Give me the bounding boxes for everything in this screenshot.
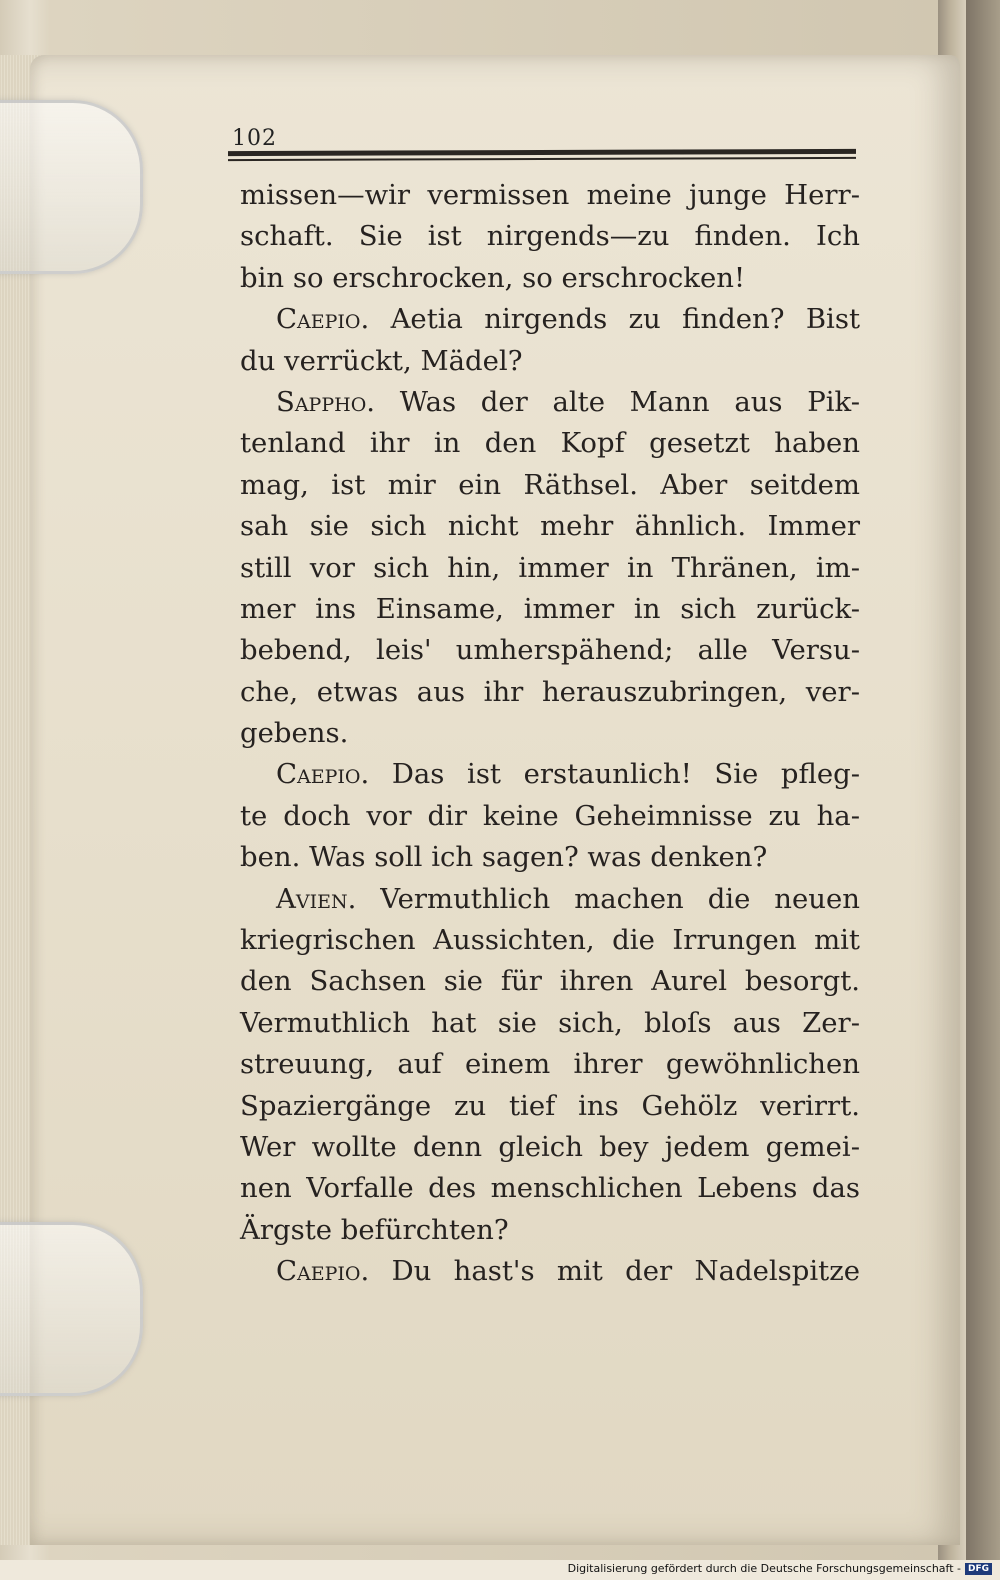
text-line bbox=[240, 341, 860, 382]
text-line bbox=[240, 630, 860, 671]
footer-credit bbox=[568, 1562, 992, 1575]
line-text: . Was der alte Mann aus Pik- bbox=[366, 385, 860, 418]
book-cover-edge bbox=[966, 0, 1000, 1560]
line-text: bebend, leis' umherspähend; alle Versu- bbox=[240, 634, 860, 667]
text-line bbox=[240, 548, 860, 589]
line-text: . Du hast's mit der Nadelspitze bbox=[360, 1255, 860, 1288]
line-text: che, etwas aus ihr herauszubringen, ver- bbox=[240, 675, 860, 708]
line-text: te doch vor dir keine Geheimnisse zu ha- bbox=[240, 799, 860, 832]
line-text: Vermuthlich hat sie sich, bloſs aus Zer- bbox=[240, 1006, 860, 1039]
text-line bbox=[240, 1003, 860, 1044]
footer-text: Digitalisierung gefördert durch die Deutsche Forschungsgemeinschaft - bbox=[567, 1562, 961, 1575]
line-text: den Sachsen sie für ihren Aurel besorgt. bbox=[240, 965, 860, 998]
text-line bbox=[240, 754, 860, 795]
text-line bbox=[240, 258, 860, 299]
line-text: . Das ist erstaunlich! Sie pfleg- bbox=[360, 758, 860, 791]
text-line bbox=[240, 1127, 860, 1168]
line-text: mer ins Einsame, immer in sich zurück- bbox=[240, 592, 860, 625]
page-text bbox=[240, 175, 860, 1293]
text-line bbox=[240, 713, 860, 754]
text-line bbox=[240, 1168, 860, 1209]
line-text: Spaziergänge zu tief ins Gehölz verirrt. bbox=[240, 1089, 860, 1122]
line-text: nen Vorfalle des menschlichen Lebens das bbox=[240, 1172, 860, 1205]
dfg-logo: DFG bbox=[965, 1563, 992, 1575]
line-text: still vor sich hin, immer in Thränen, im- bbox=[240, 551, 860, 584]
page-holder-clip-top bbox=[0, 100, 143, 274]
line-text: kriegrischen Aussichten, die Irrungen mit bbox=[240, 924, 860, 957]
speaker-name: Caepio bbox=[276, 303, 361, 336]
line-text: Ärgste befürchten? bbox=[240, 1213, 509, 1246]
speaker-name: Avien bbox=[276, 882, 348, 915]
line-text: . Vermuthlich machen die neuen bbox=[347, 882, 860, 915]
text-line bbox=[240, 1044, 860, 1085]
speaker-name: Caepio bbox=[276, 758, 361, 791]
page-number: 102 bbox=[232, 126, 277, 151]
text-line bbox=[240, 837, 860, 878]
line-text: bin so erschrocken, so erschrocken! bbox=[240, 261, 746, 294]
text-line bbox=[240, 589, 860, 630]
text-line bbox=[240, 465, 860, 506]
text-line bbox=[240, 175, 860, 216]
text-line bbox=[240, 961, 860, 1002]
line-text: mag, ist mir ein Räthsel. Aber seitdem bbox=[240, 468, 860, 501]
text-line bbox=[240, 382, 860, 423]
line-text: gebens. bbox=[240, 717, 349, 750]
line-text: schaft. Sie ist nirgends—zu finden. Ich bbox=[240, 220, 860, 253]
line-text: sah sie sich nicht mehr ähnlich. Immer bbox=[240, 510, 860, 543]
text-line bbox=[240, 506, 860, 547]
text-line bbox=[240, 299, 860, 340]
line-text: streuung, auf einem ihrer gewöhnlichen bbox=[240, 1048, 860, 1081]
text-line bbox=[240, 1086, 860, 1127]
text-line bbox=[240, 423, 860, 464]
speaker-name: Sappho bbox=[276, 385, 367, 418]
speaker-name: Caepio bbox=[276, 1255, 361, 1288]
line-text: missen—wir vermissen meine junge Herr- bbox=[240, 179, 860, 211]
text-line bbox=[240, 879, 860, 920]
line-text: du verrückt, Mädel? bbox=[240, 344, 523, 377]
text-line bbox=[240, 1251, 860, 1292]
text-line bbox=[240, 920, 860, 961]
text-line bbox=[240, 216, 860, 257]
line-text: Wer wollte denn gleich bey jedem gemei- bbox=[240, 1130, 860, 1163]
page-holder-clip-bottom bbox=[0, 1222, 143, 1396]
line-text: tenland ihr in den Kopf gesetzt haben bbox=[240, 427, 860, 460]
text-line bbox=[240, 796, 860, 837]
line-text: ben. Was soll ich sagen? was denken? bbox=[240, 841, 768, 874]
text-line bbox=[240, 1210, 860, 1251]
text-line bbox=[240, 672, 860, 713]
line-text: . Aetia nirgends zu finden? Bist bbox=[360, 303, 860, 336]
